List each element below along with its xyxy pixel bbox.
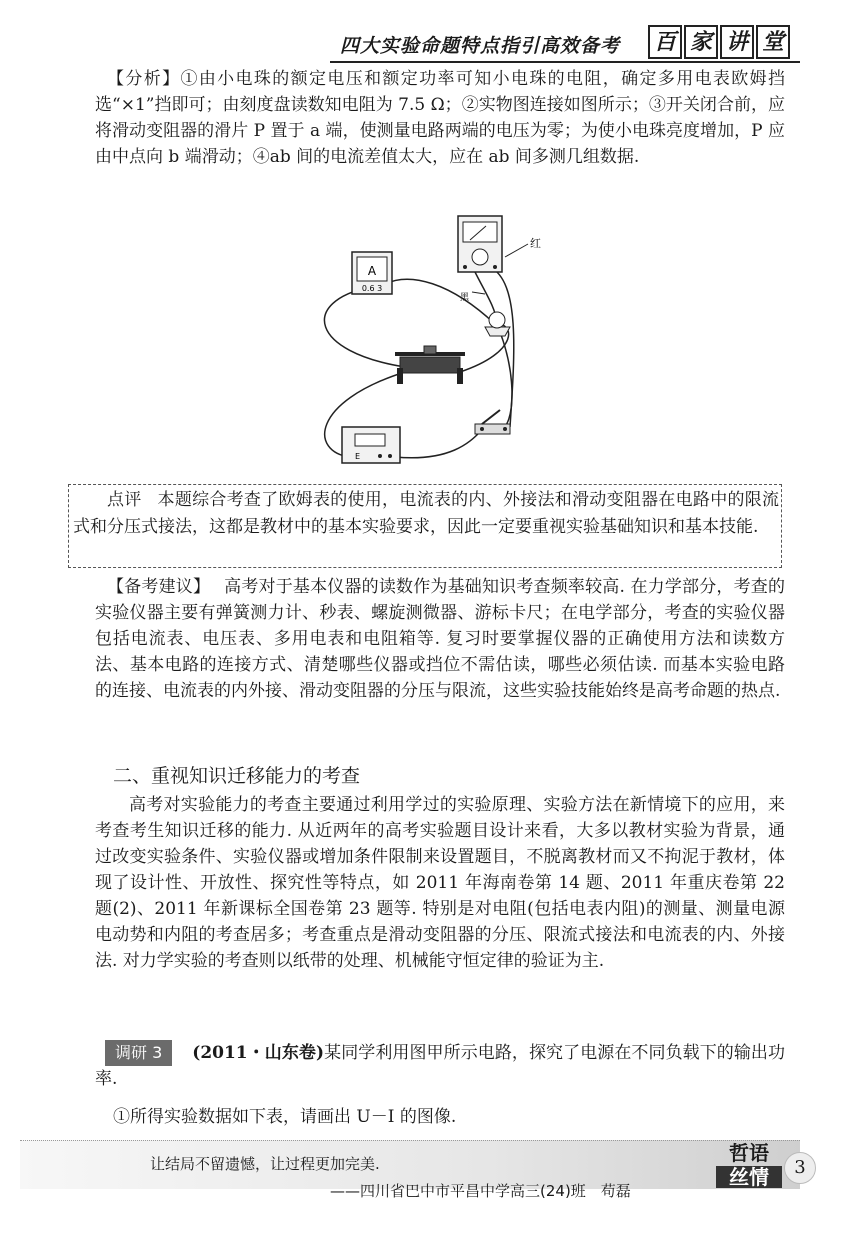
research-item-1: ①所得实验数据如下表，请画出 U－I 的图像. [113, 1107, 457, 1127]
research-source: (2011・山东卷) [192, 1043, 325, 1063]
suggestion-text: 高考对于基本仪器的读数作为基础知识考查频率较高. 在力学部分，考查的实验仪器主要有弹簧测力计、秒表、螺旋测微器、游标卡尺；在电学部分，考查的实验仪器包括电流表、电压表、多用电表和电阻箱等. 复习时要掌握仪器的正确使用方法和读数方法、基本电路的连接方式、清楚哪些仪器或挡位不需估读，哪些必须估读. 而基本实验电路的连接、电流表的内外接、滑动变阻器的分压与限流，这些实验技能始终是高考命题的热点. [95, 577, 785, 701]
ammeter-scale: 0.6 3 [361, 284, 383, 293]
page-header [330, 25, 810, 65]
research-paragraph [95, 1040, 785, 1092]
research-tag: 调研 3 [105, 1040, 172, 1066]
suggestion-label: 【备考建议】 [107, 577, 211, 597]
analysis-text: ①由小电珠的额定电压和额定功率可知小电珠的电阻，确定多用电表欧姆挡选“×1”挡即可；由刻度盘读数知电阻为 7.5 Ω；②实物图连接如图所示；③开关闭合前，应将滑动变阻器的滑片 P 置于 a 端，使测量电路两端的电压为零；为使小电珠亮度增加，P 应由中点向 b 端滑动；④ab 间的电流差值太大，应在 ab 间多测几组数据. [95, 69, 786, 167]
logo-char: 堂 [756, 25, 790, 59]
comment-text: 本题综合考查了欧姆表的使用，电流表的内、外接法和滑动变阻器在电路中的限流式和分压式接法，这都是教材中的基本实验要求，因此一定要重视实验基础知识和基本技能. [73, 490, 780, 537]
brand-bottom: 丝情 [716, 1166, 782, 1188]
switch [475, 410, 510, 434]
section-body: 高考对实验能力的考查主要通过利用学过的实验原理、实验方法在新情境下的应用，来考查考生知识迁移的能力. 从近两年的高考实验题目设计来看，大多以教材实验为背景，通过改变实验条件、实验仪器或增加条件限制来设置题目，不脱离教材而又不拘泥于教材，体现了设计性、开放性、探究性等特点，如 2011 年海南卷第 14 题、2011 年重庆卷第 22 题(2)、2011 年新课标全国卷第 23 题等. 特别是对电阻(包括电表内阻)的测量、测量电源电动势和内阻的考查居多；考查重点是滑动变阻器的分压、限流式接法和电流表的内、外接法. 对力学实验的考查则以纸带的处理、机械能守恒定律的验证为主. [95, 795, 785, 971]
brand-top: 哲语 [729, 1141, 769, 1165]
header-logo [648, 25, 792, 59]
logo-char: 家 [684, 25, 718, 59]
suggestion-paragraph [95, 574, 785, 704]
multimeter [458, 216, 502, 272]
red-probe-label: 红 [530, 237, 541, 250]
bulb [485, 312, 510, 336]
wire [490, 267, 514, 427]
circuit-figure [300, 212, 570, 474]
analysis-paragraph [95, 66, 785, 170]
analysis-label: 【分析】 [107, 69, 181, 89]
wire [395, 432, 480, 458]
black-probe-label: 黑 [460, 293, 470, 303]
page-number: 3 [784, 1152, 816, 1184]
footer-quote: 让结局不留遗憾，让过程更加完美. [150, 1155, 380, 1173]
wire [500, 332, 512, 427]
logo-char: 百 [648, 25, 682, 59]
power-source [342, 427, 400, 463]
comment-box [68, 484, 782, 568]
footer-author: ——四川省巴中市平昌中学高三(24)班 苟磊 [330, 1182, 631, 1200]
logo-char: 讲 [720, 25, 754, 59]
rheostat [395, 346, 465, 384]
research-text: 某同学利用图甲所示电路，探究了电源在不同负载下的输出功率. [95, 1043, 785, 1089]
comment-label: 点评 [107, 490, 142, 510]
header-rule [330, 61, 800, 63]
ammeter-label: A [367, 264, 377, 278]
footer-brand [716, 1142, 782, 1188]
wire [385, 279, 495, 324]
source-label: E [355, 452, 361, 461]
wire [324, 287, 405, 367]
ammeter [352, 252, 392, 294]
comment-text-block [69, 485, 783, 543]
header-title: 四大实验命题特点指引高效备考 [340, 35, 621, 57]
section-title: 二、重视知识迁移能力的考查 [113, 765, 361, 787]
